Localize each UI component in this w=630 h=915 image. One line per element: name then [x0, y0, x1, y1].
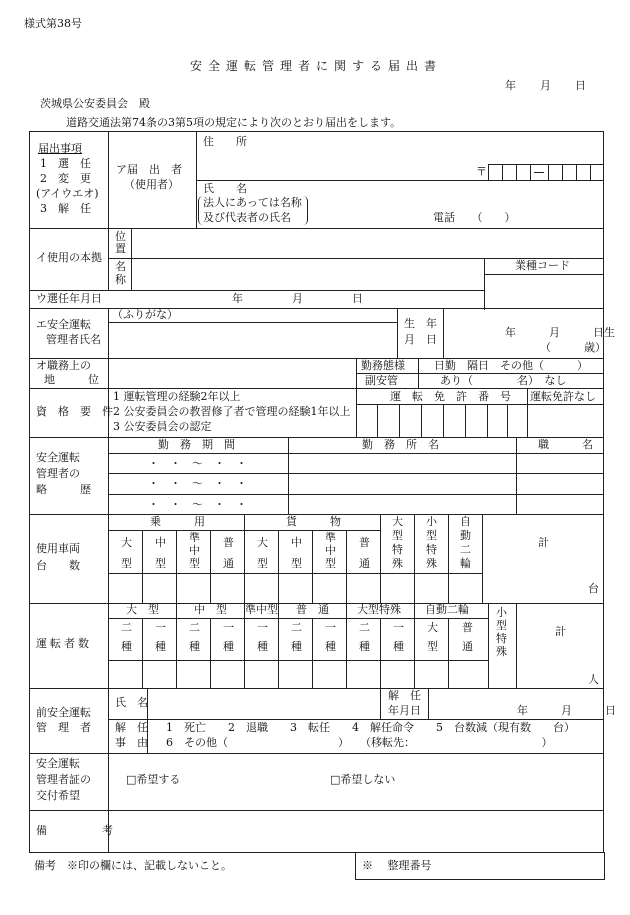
drv-c3-a: 二 [189, 621, 200, 634]
drv-c11-a: 普 [462, 621, 473, 634]
history-label-1: 安全運転 [36, 451, 80, 464]
prev-reasons-1: 1 死亡 2 退職 3 転任 4 解任命令 5 台数減（現有数 台） [166, 721, 575, 734]
drv-c7-b: 種 [325, 640, 336, 653]
veh-p-semi-3: 型 [189, 557, 200, 570]
vehicles-label-2: 台 数 [36, 559, 80, 572]
vice-manager-label: 副安管 [365, 374, 398, 387]
veh-c-large-2: 型 [257, 557, 268, 570]
appoint-day: 日 [352, 292, 363, 305]
veh-c-large-1: 大 [257, 536, 268, 549]
veh-ls-2: 型 [392, 529, 403, 542]
corp-note-1: 法人にあっては名称 [203, 196, 302, 209]
form-number: 様式第38号 [24, 17, 82, 30]
cert-no-checkbox[interactable]: □希望しない [330, 773, 396, 786]
veh-ls-4: 殊 [392, 557, 403, 570]
position-label-2: 地 位 [44, 373, 99, 386]
veh-p-semi-1: 準 [189, 531, 200, 544]
history-label-2: 管理者の [36, 467, 80, 480]
remarks-label: 備 考 [36, 824, 113, 837]
date-year: 年 [505, 79, 516, 92]
prev-reason-label-2: 事 由 [115, 736, 148, 749]
drv-c4-b: 種 [223, 640, 234, 653]
drv-c5-a: 一 [257, 621, 268, 634]
base-name-label-2: 称 [115, 273, 126, 286]
drv-group-ls: 大型特殊 [357, 603, 401, 616]
drv-group-mc: 自動二輪 [425, 603, 469, 616]
addressee: 茨城県公安委員会 殿 [40, 97, 150, 110]
history-period-header: 勤 務 期 間 [158, 438, 235, 451]
cert-label-3: 交付希望 [36, 789, 80, 802]
veh-c-mid-2: 型 [291, 557, 302, 570]
item-appoint: 1 選 任 [40, 157, 91, 170]
drv-c2-b: 種 [155, 640, 166, 653]
drv-c4-a: 一 [223, 621, 234, 634]
appoint-month: 月 [292, 292, 303, 305]
drv-c11-b: 通 [462, 640, 473, 653]
veh-ls-3: 特 [392, 543, 403, 556]
form-title: 安全運転管理者に関する届出書 [190, 59, 443, 73]
intro-text: 道路交通法第74条の3第5項の規定により次のとおり届出をします。 [66, 116, 402, 129]
birthdate-value: 年 月 日生 [505, 326, 615, 339]
veh-p-mid-1: 中 [155, 536, 166, 549]
drv-group-large: 大 型 [126, 603, 159, 616]
prev-manager-label-1: 前安全運転 [36, 706, 91, 719]
location-label-1: 位 [115, 230, 126, 243]
qualification-label: 資 格 要 件 [36, 405, 113, 418]
drv-ss-1: 小 [496, 606, 507, 619]
birthdate-label-2: 月 日 [404, 333, 437, 346]
drv-c9-a: 一 [393, 621, 404, 634]
item-dismiss: 3 解 任 [40, 202, 91, 215]
vehicles-passenger-header: 乗 用 [150, 515, 205, 528]
drv-c6-b: 種 [291, 640, 302, 653]
date-day: 日 [575, 79, 586, 92]
drivers-total-label: 計 [555, 625, 566, 638]
reference-number-label: ※ 整理番号 [362, 859, 432, 872]
veh-ss-1: 小 [426, 515, 437, 528]
address-label: 住 所 [203, 135, 247, 148]
drv-group-mid: 中 型 [194, 603, 227, 616]
veh-p-large-2: 型 [121, 557, 132, 570]
prev-dismiss-label-2: 年月日 [388, 704, 421, 717]
prev-dismiss-label-1: 解 任 [388, 689, 421, 702]
cert-label-2: 管理者証の [36, 773, 91, 786]
drv-c10-b: 型 [427, 640, 438, 653]
veh-p-std-1: 普 [223, 536, 234, 549]
drv-c1-b: 種 [121, 640, 132, 653]
postal-mark: 〒 [476, 165, 487, 178]
birthdate-label-1: 生 年 [404, 317, 437, 330]
qualification-3: 3 公安委員会の認定 [113, 420, 212, 433]
drv-c10-a: 大 [427, 621, 438, 634]
history-row-1: ・ ・ 〜 ・ ・ [148, 457, 247, 470]
work-style-options: 日勤 隔日 その他（ ） [434, 359, 588, 372]
vehicles-total-label: 計 [538, 536, 549, 549]
history-label-3: 略 歴 [36, 483, 91, 496]
history-row-2: ・ ・ 〜 ・ ・ [148, 477, 247, 490]
drv-ss-2: 型 [496, 619, 507, 632]
drv-c8-a: 二 [359, 621, 370, 634]
drv-c2-a: 一 [155, 621, 166, 634]
drv-group-std: 普 通 [296, 603, 329, 616]
age-value: （ 歳） [540, 341, 606, 354]
location-label-2: 置 [115, 242, 126, 255]
prev-name-label: 氏 名 [115, 696, 148, 709]
position-label-1: オ職務上の [36, 359, 91, 372]
manager-name-label-1: エ安全運転 [36, 318, 91, 331]
prev-reason-label-1: 解 任 [115, 721, 148, 734]
work-style-label: 勤務態様 [361, 359, 405, 372]
history-place-header: 勤 務 所 名 [362, 438, 439, 451]
name-label: 氏 名 [203, 182, 247, 195]
veh-ls-1: 大 [392, 515, 403, 528]
prev-manager-label-2: 管 理 者 [36, 721, 91, 734]
appoint-year: 年 [232, 292, 243, 305]
drv-group-semi: 準中型 [245, 603, 278, 616]
drv-c6-a: 二 [291, 621, 302, 634]
qualification-2: 2 公安委員会の教習修了者で管理の経験1年以上 [113, 405, 351, 418]
drv-ss-3: 特 [496, 632, 507, 645]
veh-ss-3: 特 [426, 543, 437, 556]
cert-label-1: 安全運転 [36, 757, 80, 770]
drv-c8-b: 種 [359, 640, 370, 653]
corp-note-2: 及び代表者の氏名 [203, 211, 291, 224]
drv-c7-a: 一 [325, 621, 336, 634]
history-position-header: 職 名 [538, 438, 593, 451]
vehicles-cargo-header: 貨 物 [286, 515, 341, 528]
drv-c3-b: 種 [189, 640, 200, 653]
base-name-label-1: 名 [115, 260, 126, 273]
appoint-date-label: ウ選任年月日 [36, 292, 102, 305]
applicant-label: ア届 出 者 [116, 163, 182, 176]
veh-mc-2: 動 [460, 529, 471, 542]
footer-note: 備考 ※印の欄には、記載しないこと。 [34, 859, 232, 872]
drivers-label: 運転者数 [36, 637, 92, 650]
vehicles-unit: 台 [588, 582, 599, 595]
veh-ss-2: 型 [426, 529, 437, 542]
drivers-unit: 人 [588, 673, 599, 686]
drv-ss-4: 殊 [496, 645, 507, 658]
veh-mc-4: 輪 [460, 557, 471, 570]
applicant-sublabel: （使用者） [124, 178, 179, 191]
veh-p-mid-2: 型 [155, 557, 166, 570]
manager-name-label-2: 管理者氏名 [46, 333, 101, 346]
furigana-label: （ふりがな） [112, 308, 178, 321]
item-heading: 届出事項 [38, 142, 82, 155]
vice-manager-options: あり（ 名） なし [440, 374, 567, 387]
veh-mc-3: 二 [460, 543, 471, 556]
veh-p-std-2: 通 [223, 557, 234, 570]
veh-c-std-1: 普 [359, 536, 370, 549]
item-change-sub: (アイウエオ) [36, 187, 99, 200]
veh-c-semi-3: 型 [325, 557, 336, 570]
veh-c-semi-2: 中 [325, 544, 336, 557]
history-row-3: ・ ・ 〜 ・ ・ [148, 498, 247, 511]
drv-c9-b: 種 [393, 640, 404, 653]
veh-p-large-1: 大 [121, 536, 132, 549]
veh-ss-4: 殊 [426, 557, 437, 570]
veh-c-std-2: 通 [359, 557, 370, 570]
prev-dismiss-date: 年 月 日 [517, 704, 616, 717]
item-change: 2 変 更 [40, 172, 91, 185]
industry-code-label: 業種コード [515, 259, 570, 272]
date-month: 月 [540, 79, 551, 92]
phone-label: 電話 （ ） [433, 211, 516, 224]
base-label: イ使用の本拠 [36, 251, 102, 264]
drv-c5-b: 種 [257, 640, 268, 653]
veh-mc-1: 自 [460, 515, 471, 528]
veh-c-mid-1: 中 [291, 536, 302, 549]
veh-p-semi-2: 中 [189, 544, 200, 557]
license-number-label: 運 転 免 許 番 号 [390, 390, 511, 403]
veh-c-semi-1: 準 [325, 531, 336, 544]
drv-c1-a: 二 [121, 621, 132, 634]
no-license-label: 運転免許なし [530, 390, 596, 403]
prev-reasons-2: 6 その他（ ） （移転先： ） [166, 736, 553, 749]
vehicles-label-1: 使用車両 [36, 542, 80, 555]
cert-yes-checkbox[interactable]: □希望する [126, 773, 181, 786]
qualification-1: 1 運転管理の経験2年以上 [113, 390, 241, 403]
